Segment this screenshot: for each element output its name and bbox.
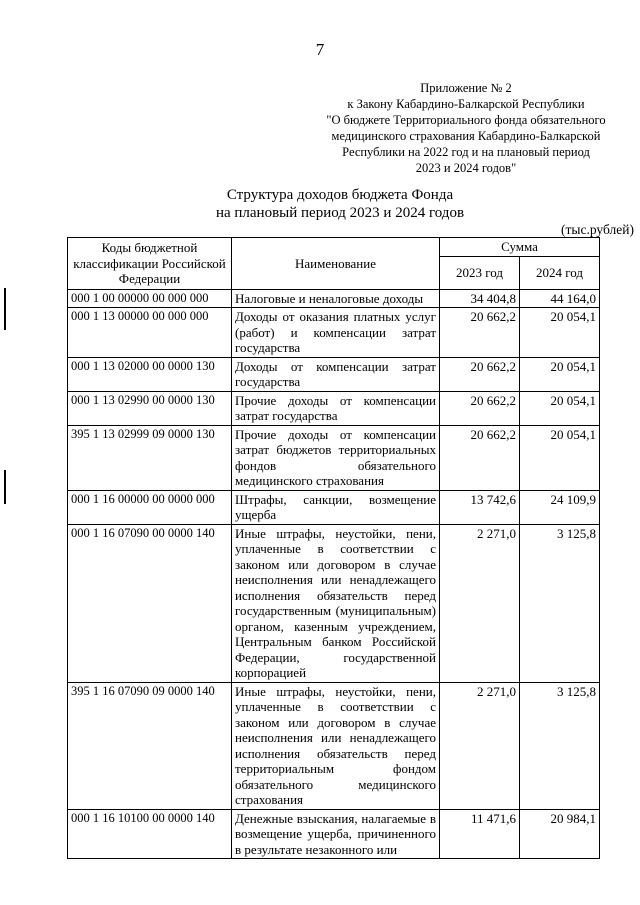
table-row (68, 425, 600, 490)
appendix-line: к Закону Кабардино-Балкарской Республики (347, 97, 585, 111)
table-header-row (68, 238, 600, 257)
appendix-title: Приложение № 2 (420, 81, 512, 95)
row-value-2023: 11 471,6 (440, 809, 520, 859)
row-value-2024: 3 125,8 (520, 682, 600, 809)
header-name: Наименование (232, 238, 440, 290)
row-value-2024: 24 109,9 (520, 490, 600, 524)
row-value-2023: 2 271,0 (440, 524, 520, 682)
table-row (68, 490, 600, 524)
row-code: 000 1 13 02990 00 0000 130 (68, 391, 232, 425)
row-value-2024: 20 054,1 (520, 391, 600, 425)
row-code: 395 1 13 02999 09 0000 130 (68, 425, 232, 490)
row-value-2024: 44 164,0 (520, 289, 600, 308)
header-code: Коды бюджетной классификации Российской Федерации (68, 238, 232, 290)
row-value-2024: 20 054,1 (520, 357, 600, 391)
row-value-2023: 20 662,2 (440, 308, 520, 358)
row-value-2024: 20 054,1 (520, 425, 600, 490)
row-value-2023: 20 662,2 (440, 425, 520, 490)
row-name: Иные штрафы, неустойки, пени, уплаченные в соответствии с законом или договором в случае неисполнения или ненадлежащего исполнения обязательств перед государственным (муниципальным) органом, казенным учреждением, Центральным банком Российской Федерации, государственной корпорацией (232, 524, 440, 682)
row-name: Прочие доходы от компенсации затрат государства (232, 391, 440, 425)
table-row (68, 524, 600, 682)
row-code: 000 1 16 10100 00 0000 140 (68, 809, 232, 859)
header-year-2024: 2024 год (520, 256, 600, 289)
row-value-2023: 20 662,2 (440, 391, 520, 425)
scan-edge-mark (4, 288, 6, 330)
row-name: Денежные взыскания, налагаемые в возмещение ущерба, причиненного в результате незаконного или (232, 809, 440, 859)
row-value-2023: 13 742,6 (440, 490, 520, 524)
appendix-line: Республики на 2022 год и на плановый период (342, 145, 590, 159)
title-line: Структура доходов бюджета Фонда (226, 187, 454, 203)
table-row (68, 357, 600, 391)
appendix-line: "О бюджете Территориального фонда обязательного (326, 113, 606, 127)
appendix-block (296, 80, 636, 176)
row-value-2024: 20 054,1 (520, 308, 600, 358)
appendix-line: 2023 и 2024 годов" (415, 161, 517, 175)
table-row (68, 289, 600, 308)
header-year-2023: 2023 год (440, 256, 520, 289)
document-title (140, 186, 540, 222)
row-code: 000 1 16 00000 00 0000 000 (68, 490, 232, 524)
row-code: 000 1 13 00000 00 000 000 (68, 308, 232, 358)
appendix-line: медицинского страхования Кабардино-Балкарской (331, 129, 601, 143)
header-sum: Сумма (440, 238, 600, 257)
scan-edge-mark (4, 470, 6, 504)
row-code: 000 1 16 07090 00 0000 140 (68, 524, 232, 682)
title-line: на плановый период 2023 и 2024 годов (215, 205, 465, 221)
revenue-table (67, 237, 600, 859)
row-name: Налоговые и неналоговые доходы (232, 289, 440, 308)
row-code: 000 1 13 02000 00 0000 130 (68, 357, 232, 391)
row-code: 000 1 00 00000 00 000 000 (68, 289, 232, 308)
units-label: (тыс.рублей) (561, 222, 634, 237)
table-row (68, 391, 600, 425)
row-name: Штрафы, санкции, возмещение ущерба (232, 490, 440, 524)
table-row (68, 682, 600, 809)
row-name: Доходы от оказания платных услуг (работ) и компенсации затрат государства (232, 308, 440, 358)
row-code: 395 1 16 07090 09 0000 140 (68, 682, 232, 809)
table-row (68, 308, 600, 358)
row-value-2023: 34 404,8 (440, 289, 520, 308)
row-name: Прочие доходы от компенсации затрат бюджетов территориальных фондов обязательного медицинского страхования (232, 425, 440, 490)
page-number: 7 (315, 40, 325, 59)
row-name: Иные штрафы, неустойки, пени, уплаченные в соответствии с законом или договором в случае неисполнения или ненадлежащего исполнения обязательств перед территориальным фондом обязательного медицинского страхования (232, 682, 440, 809)
row-name: Доходы от компенсации затрат государства (232, 357, 440, 391)
row-value-2023: 20 662,2 (440, 357, 520, 391)
row-value-2024: 20 984,1 (520, 809, 600, 859)
table-row (68, 809, 600, 859)
row-value-2024: 3 125,8 (520, 524, 600, 682)
row-value-2023: 2 271,0 (440, 682, 520, 809)
